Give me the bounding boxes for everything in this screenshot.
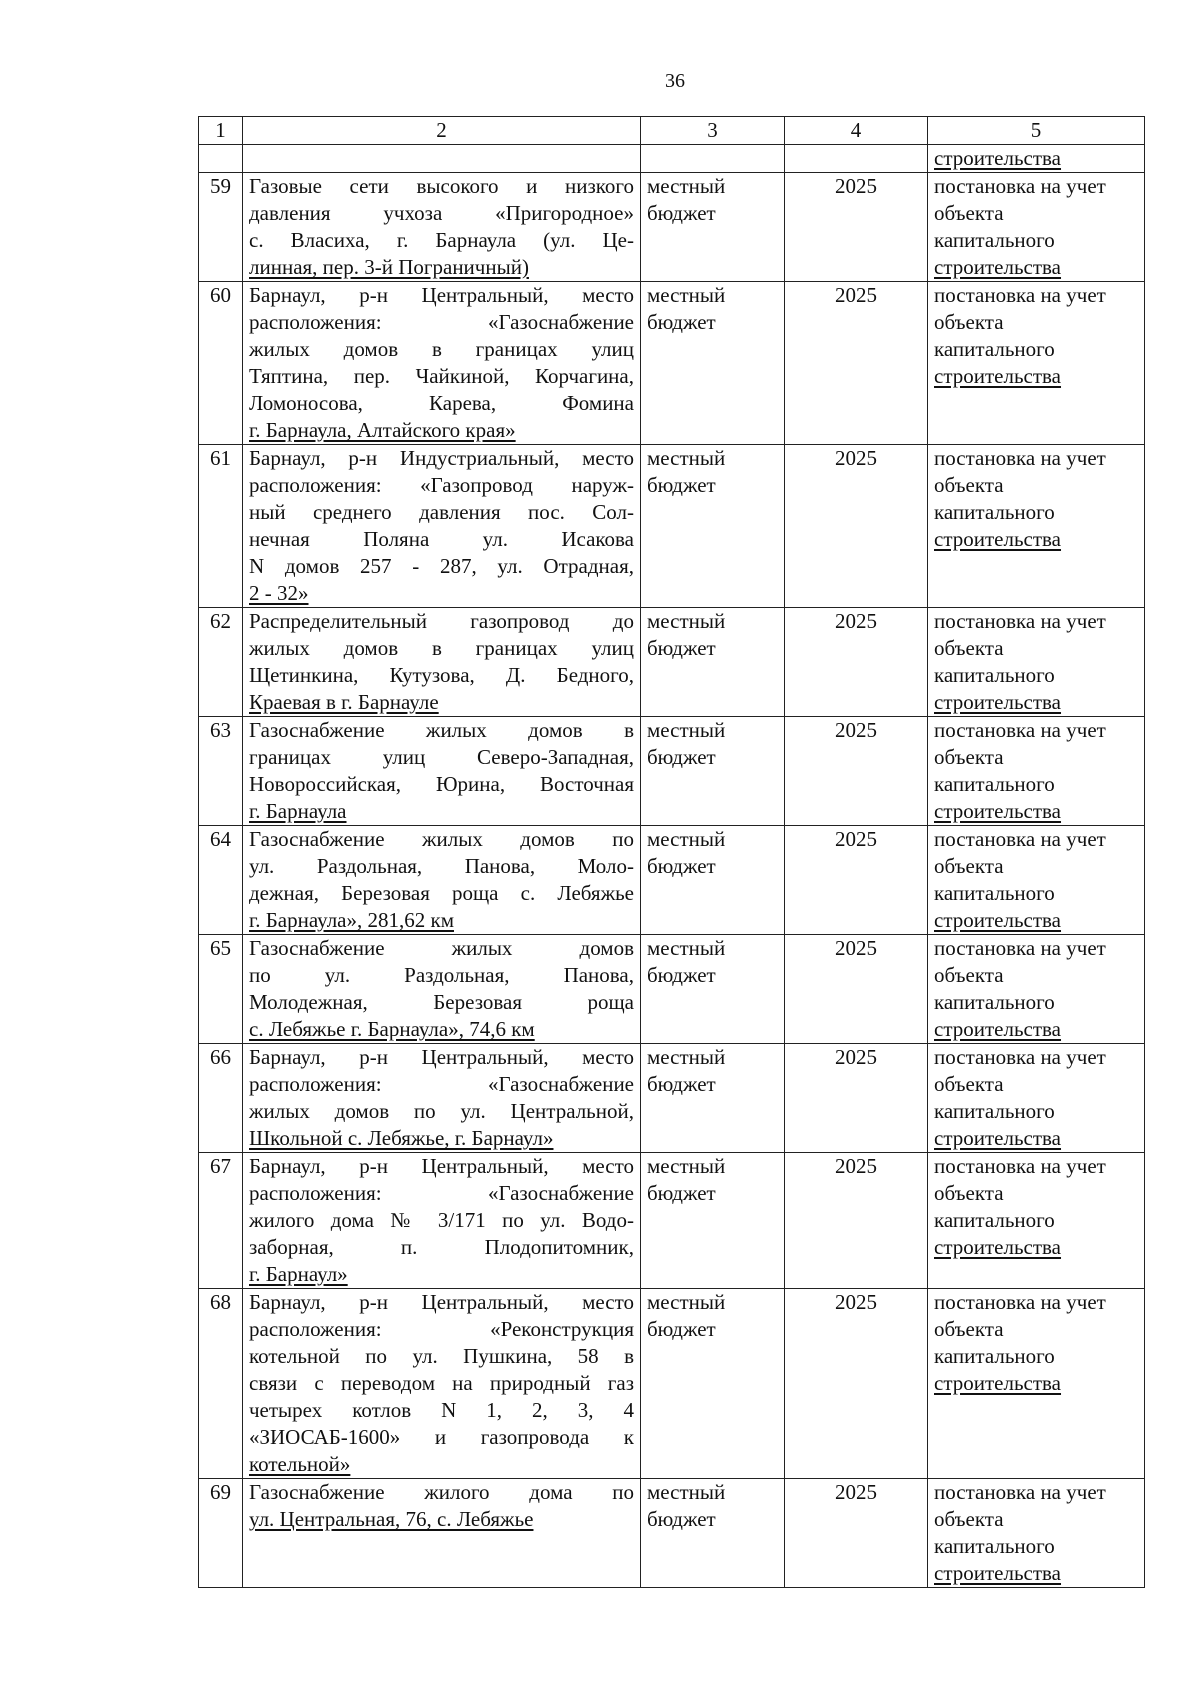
object-name-line: Газоснабжение жилых домов в xyxy=(249,718,634,742)
funding-source xyxy=(641,1044,785,1153)
funding-source xyxy=(641,282,785,445)
object-name-line: Газоснабжение жилых домов по xyxy=(249,827,634,851)
object-name-line: ул. Центральная, 76, с. Лебяжье xyxy=(249,1507,534,1531)
object-name xyxy=(243,935,641,1044)
action-type-line: капитального xyxy=(934,881,1055,905)
row-number: 59 xyxy=(199,173,243,282)
funding-source-line: бюджет xyxy=(647,201,716,225)
funding-source xyxy=(641,717,785,826)
object-name-line: котельной» xyxy=(249,1452,351,1476)
funding-source-line: местный xyxy=(647,827,726,851)
object-name-line: Газовые сети высокого и низкого xyxy=(249,174,634,198)
funding-source xyxy=(641,1289,785,1479)
funding-source-line: бюджет xyxy=(647,1317,716,1341)
funding-source-line: местный xyxy=(647,1154,726,1178)
action-type-line: постановка на учет xyxy=(934,446,1106,470)
continuation-row xyxy=(199,145,1145,173)
object-name-line: Барнаул, р-н Центральный, место xyxy=(249,1045,634,1069)
funding-source-line: бюджет xyxy=(647,963,716,987)
action-type-line: объекта xyxy=(934,1317,1004,1341)
object-name xyxy=(243,445,641,608)
action-type-line: капитального xyxy=(934,663,1055,687)
funding-source xyxy=(641,173,785,282)
year: 2025 xyxy=(785,826,928,935)
year: 2025 xyxy=(785,173,928,282)
funding-source-line: бюджет xyxy=(647,1072,716,1096)
action-type-line: капитального xyxy=(934,1099,1055,1123)
action-type-line: строительства xyxy=(934,690,1062,714)
object-name-line: нечная Поляна ул. Исакова xyxy=(249,527,634,551)
year: 2025 xyxy=(785,935,928,1044)
action-type xyxy=(928,173,1145,282)
row-number: 65 xyxy=(199,935,243,1044)
object-name-line: связи с переводом на природный газ xyxy=(249,1371,634,1395)
action-type-line: строительства xyxy=(934,1017,1062,1041)
program-table xyxy=(198,116,1145,1588)
object-name-line: Барнаул, р-н Центральный, место xyxy=(249,283,634,307)
funding-source xyxy=(641,608,785,717)
table-row xyxy=(199,1153,1145,1289)
year: 2025 xyxy=(785,1289,928,1479)
row-number: 62 xyxy=(199,608,243,717)
continuation-source xyxy=(641,145,785,173)
object-name xyxy=(243,717,641,826)
year: 2025 xyxy=(785,717,928,826)
table-row xyxy=(199,717,1145,826)
object-name-line: Барнаул, р-н Центральный, место xyxy=(249,1154,634,1178)
page-number: 36 xyxy=(665,70,685,92)
action-type xyxy=(928,608,1145,717)
funding-source-line: местный xyxy=(647,446,726,470)
table-row xyxy=(199,826,1145,935)
action-type-line: постановка на учет xyxy=(934,718,1106,742)
funding-source-line: бюджет xyxy=(647,1181,716,1205)
object-name-line: Ломоносова, Карева, Фомина xyxy=(249,391,634,415)
object-name-line: по ул. Раздольная, Панова, xyxy=(249,963,634,987)
action-type-line: строительства xyxy=(934,1561,1062,1585)
funding-source-line: бюджет xyxy=(647,1507,716,1531)
action-type-line: объекта xyxy=(934,636,1004,660)
action-type-line: строительства xyxy=(934,364,1062,388)
action-type-line: объекта xyxy=(934,1181,1004,1205)
funding-source-line: местный xyxy=(647,718,726,742)
action-type-line: постановка на учет xyxy=(934,174,1106,198)
object-name-line: заборная, п. Плодопитомник, xyxy=(249,1235,634,1259)
object-name-line: жилых домов по ул. Центральной, xyxy=(249,1099,634,1123)
funding-source-line: бюджет xyxy=(647,310,716,334)
object-name-line: дежная, Березовая роща с. Лебяжье xyxy=(249,881,634,905)
object-name xyxy=(243,1044,641,1153)
funding-source-line: бюджет xyxy=(647,636,716,660)
row-number: 68 xyxy=(199,1289,243,1479)
table-row xyxy=(199,1044,1145,1153)
continuation-type-line: строительства xyxy=(934,146,1062,170)
action-type-line: строительства xyxy=(934,255,1062,279)
object-name-line: границах улиц Северо-Западная, xyxy=(249,745,634,769)
row-number: 64 xyxy=(199,826,243,935)
action-type-line: строительства xyxy=(934,1126,1062,1150)
action-type xyxy=(928,1044,1145,1153)
object-name-line: г. Барнаула», 281,62 км xyxy=(249,908,454,932)
object-name-line: давления учхоза «Пригородное» xyxy=(249,201,634,225)
action-type-line: объекта xyxy=(934,201,1004,225)
action-type-line: строительства xyxy=(934,527,1062,551)
table-row xyxy=(199,1289,1145,1479)
funding-source xyxy=(641,1153,785,1289)
funding-source-line: местный xyxy=(647,1045,726,1069)
object-name-line: с. Лебяжье г. Барнаула», 74,6 км xyxy=(249,1017,535,1041)
year: 2025 xyxy=(785,1044,928,1153)
action-type xyxy=(928,826,1145,935)
funding-source-line: бюджет xyxy=(647,854,716,878)
action-type-line: капитального xyxy=(934,1208,1055,1232)
action-type-line: капитального xyxy=(934,1344,1055,1368)
object-name-line: Газоснабжение жилого дома по xyxy=(249,1480,634,1504)
object-name-line: Молодежная, Березовая роща xyxy=(249,990,634,1014)
action-type xyxy=(928,1153,1145,1289)
action-type xyxy=(928,1289,1145,1479)
funding-source xyxy=(641,1479,785,1588)
continuation-year xyxy=(785,145,928,173)
row-number: 60 xyxy=(199,282,243,445)
object-name-line: Краевая в г. Барнауле xyxy=(249,690,439,714)
object-name-line: Школьной с. Лебяжье, г. Барнаул» xyxy=(249,1126,554,1150)
object-name-line: расположения: «Реконструкция xyxy=(249,1317,634,1341)
action-type-line: постановка на учет xyxy=(934,936,1106,960)
table-row xyxy=(199,282,1145,445)
table-row xyxy=(199,1479,1145,1588)
row-number: 69 xyxy=(199,1479,243,1588)
object-name xyxy=(243,282,641,445)
row-number: 63 xyxy=(199,717,243,826)
object-name xyxy=(243,826,641,935)
action-type-line: капитального xyxy=(934,990,1055,1014)
header-col-5: 5 xyxy=(928,117,1145,145)
object-name-line: г. Барнаул» xyxy=(249,1262,348,1286)
action-type-line: капитального xyxy=(934,228,1055,252)
action-type-line: капитального xyxy=(934,1534,1055,1558)
object-name-line: линная, пер. 3-й Пограничный) xyxy=(249,255,529,279)
object-name-line: 2 - 32» xyxy=(249,581,309,605)
action-type-line: объекта xyxy=(934,745,1004,769)
funding-source-line: местный xyxy=(647,1480,726,1504)
object-name-line: ный среднего давления пос. Сол- xyxy=(249,500,634,524)
object-name-line: Щетинкина, Кутузова, Д. Бедного, xyxy=(249,663,634,687)
object-name-line: с. Власиха, г. Барнаула (ул. Це- xyxy=(249,228,634,252)
continuation-type xyxy=(928,145,1145,173)
object-name-line: N домов 257 - 287, ул. Отрадная, xyxy=(249,554,634,578)
continuation-num xyxy=(199,145,243,173)
funding-source xyxy=(641,826,785,935)
action-type-line: постановка на учет xyxy=(934,1154,1106,1178)
action-type xyxy=(928,445,1145,608)
action-type xyxy=(928,717,1145,826)
table-row xyxy=(199,173,1145,282)
header-col-1: 1 xyxy=(199,117,243,145)
action-type-line: объекта xyxy=(934,310,1004,334)
action-type-line: объекта xyxy=(934,473,1004,497)
action-type xyxy=(928,935,1145,1044)
action-type-line: капитального xyxy=(934,337,1055,361)
object-name xyxy=(243,608,641,717)
object-name-line: Барнаул, р-н Центральный, место xyxy=(249,1290,634,1314)
header-col-3: 3 xyxy=(641,117,785,145)
table-row xyxy=(199,935,1145,1044)
funding-source-line: местный xyxy=(647,609,726,633)
object-name-line: г. Барнаула xyxy=(249,799,347,823)
object-name-line: ул. Раздольная, Панова, Моло- xyxy=(249,854,634,878)
object-name-line: четырех котлов N 1, 2, 3, 4 xyxy=(249,1398,634,1422)
action-type-line: строительства xyxy=(934,799,1062,823)
object-name-line: расположения: «Газоснабжение xyxy=(249,1072,634,1096)
year: 2025 xyxy=(785,282,928,445)
object-name xyxy=(243,1479,641,1588)
object-name-line: котельной по ул. Пушкина, 58 в xyxy=(249,1344,634,1368)
action-type-line: объекта xyxy=(934,1507,1004,1531)
action-type-line: постановка на учет xyxy=(934,1290,1106,1314)
action-type-line: объекта xyxy=(934,1072,1004,1096)
funding-source-line: бюджет xyxy=(647,745,716,769)
object-name-line: Газоснабжение жилых домов xyxy=(249,936,634,960)
row-number: 67 xyxy=(199,1153,243,1289)
action-type xyxy=(928,1479,1145,1588)
row-number: 66 xyxy=(199,1044,243,1153)
action-type-line: капитального xyxy=(934,500,1055,524)
object-name-line: расположения: «Газоснабжение xyxy=(249,1181,634,1205)
action-type-line: постановка на учет xyxy=(934,1480,1106,1504)
object-name-line: Новороссийская, Юрина, Восточная xyxy=(249,772,634,796)
action-type-line: постановка на учет xyxy=(934,609,1106,633)
header-row xyxy=(199,117,1145,145)
object-name-line: Тяптина, пер. Чайкиной, Корчагина, xyxy=(249,364,634,388)
object-name-line: жилого дома № 3/171 по ул. Водо- xyxy=(249,1208,634,1232)
object-name xyxy=(243,1289,641,1479)
funding-source-line: местный xyxy=(647,1290,726,1314)
action-type-line: постановка на учет xyxy=(934,283,1106,307)
object-name-line: Барнаул, р-н Индустриальный, место xyxy=(249,446,634,470)
table-row xyxy=(199,608,1145,717)
header-col-2: 2 xyxy=(243,117,641,145)
funding-source-line: местный xyxy=(647,174,726,198)
table-row xyxy=(199,445,1145,608)
object-name-line: жилых домов в границах улиц xyxy=(249,636,634,660)
row-number: 61 xyxy=(199,445,243,608)
year: 2025 xyxy=(785,608,928,717)
object-name-line: г. Барнаула, Алтайского края» xyxy=(249,418,516,442)
funding-source xyxy=(641,445,785,608)
object-name-line: расположения: «Газопровод наруж- xyxy=(249,473,634,497)
funding-source xyxy=(641,935,785,1044)
year: 2025 xyxy=(785,1153,928,1289)
funding-source-line: бюджет xyxy=(647,473,716,497)
action-type-line: объекта xyxy=(934,963,1004,987)
action-type-line: строительства xyxy=(934,1371,1062,1395)
object-name-line: «ЗИОСАБ-1600» и газопровода к xyxy=(249,1425,634,1449)
object-name xyxy=(243,1153,641,1289)
funding-source-line: местный xyxy=(647,936,726,960)
object-name xyxy=(243,173,641,282)
action-type xyxy=(928,282,1145,445)
action-type-line: постановка на учет xyxy=(934,827,1106,851)
year: 2025 xyxy=(785,445,928,608)
action-type-line: постановка на учет xyxy=(934,1045,1106,1069)
action-type-line: капитального xyxy=(934,772,1055,796)
object-name-line: Распределительный газопровод до xyxy=(249,609,634,633)
year: 2025 xyxy=(785,1479,928,1588)
header-col-4: 4 xyxy=(785,117,928,145)
funding-source-line: местный xyxy=(647,283,726,307)
continuation-name xyxy=(243,145,641,173)
action-type-line: объекта xyxy=(934,854,1004,878)
action-type-line: строительства xyxy=(934,1235,1062,1259)
action-type-line: строительства xyxy=(934,908,1062,932)
object-name-line: расположения: «Газоснабжение xyxy=(249,310,634,334)
object-name-line: жилых домов в границах улиц xyxy=(249,337,634,361)
